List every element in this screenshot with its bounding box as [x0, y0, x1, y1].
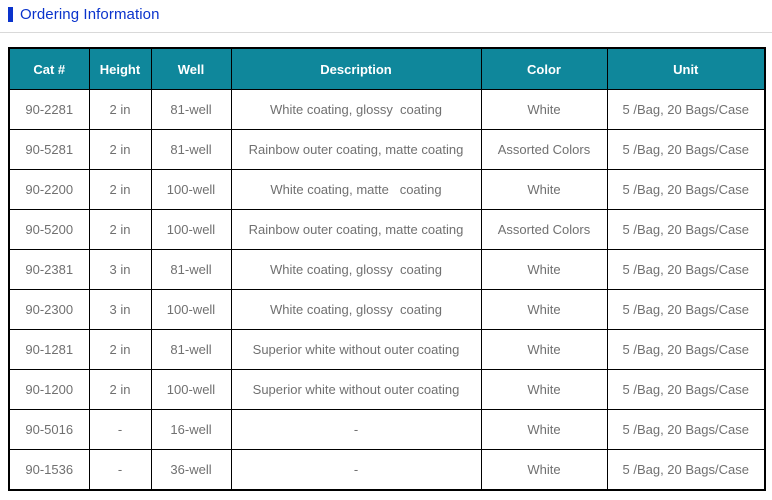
cell-description: Superior white without outer coating: [231, 370, 481, 410]
cell-unit: 5 /Bag, 20 Bags/Case: [607, 250, 765, 290]
column-header-description: Description: [231, 48, 481, 90]
cell-unit: 5 /Bag, 20 Bags/Case: [607, 370, 765, 410]
cell-height: -: [89, 450, 151, 491]
cell-height: 3 in: [89, 290, 151, 330]
column-header-height: Height: [89, 48, 151, 90]
column-header-color: Color: [481, 48, 607, 90]
cell-color: White: [481, 370, 607, 410]
cell-height: 3 in: [89, 250, 151, 290]
cell-well: 81-well: [151, 330, 231, 370]
cell-unit: 5 /Bag, 20 Bags/Case: [607, 330, 765, 370]
cell-color: White: [481, 250, 607, 290]
cell-well: 100-well: [151, 170, 231, 210]
cell-description: White coating, glossy coating: [231, 250, 481, 290]
cell-description: Superior white without outer coating: [231, 330, 481, 370]
table-row: [9, 370, 765, 410]
cell-unit: 5 /Bag, 20 Bags/Case: [607, 290, 765, 330]
cell-well: 16-well: [151, 410, 231, 450]
table-row: [9, 170, 765, 210]
column-header-well: Well: [151, 48, 231, 90]
cell-description: White coating, matte coating: [231, 170, 481, 210]
cell-height: 2 in: [89, 90, 151, 130]
cell-color: White: [481, 90, 607, 130]
cell-cat: 90-5016: [9, 410, 89, 450]
cell-description: White coating, glossy coating: [231, 290, 481, 330]
cell-height: 2 in: [89, 170, 151, 210]
cell-cat: 90-5200: [9, 210, 89, 250]
cell-description: -: [231, 450, 481, 491]
cell-unit: 5 /Bag, 20 Bags/Case: [607, 170, 765, 210]
table-row: [9, 90, 765, 130]
ordering-information-table: [8, 47, 766, 491]
cell-height: 2 in: [89, 370, 151, 410]
cell-cat: 90-2200: [9, 170, 89, 210]
table-row: [9, 210, 765, 250]
cell-description: Rainbow outer coating, matte coating: [231, 130, 481, 170]
cell-unit: 5 /Bag, 20 Bags/Case: [607, 450, 765, 491]
cell-well: 100-well: [151, 370, 231, 410]
header-divider: [0, 32, 772, 33]
cell-cat: 90-1536: [9, 450, 89, 491]
cell-unit: 5 /Bag, 20 Bags/Case: [607, 130, 765, 170]
column-header-unit: Unit: [607, 48, 765, 90]
column-header-cat: Cat #: [9, 48, 89, 90]
cell-description: White coating, glossy coating: [231, 90, 481, 130]
cell-unit: 5 /Bag, 20 Bags/Case: [607, 210, 765, 250]
title-accent-bar: [8, 7, 13, 22]
cell-color: White: [481, 450, 607, 491]
cell-well: 100-well: [151, 290, 231, 330]
table-body: [9, 90, 765, 491]
cell-color: White: [481, 170, 607, 210]
cell-well: 81-well: [151, 90, 231, 130]
cell-well: 81-well: [151, 250, 231, 290]
cell-color: White: [481, 290, 607, 330]
cell-description: Rainbow outer coating, matte coating: [231, 210, 481, 250]
cell-height: 2 in: [89, 130, 151, 170]
cell-cat: 90-1200: [9, 370, 89, 410]
cell-description: -: [231, 410, 481, 450]
table-row: [9, 290, 765, 330]
table-header-row: [9, 48, 765, 90]
section-header: [0, 0, 772, 23]
table-row: [9, 330, 765, 370]
cell-color: Assorted Colors: [481, 130, 607, 170]
table-header: [9, 48, 765, 90]
cell-well: 81-well: [151, 130, 231, 170]
cell-cat: 90-2281: [9, 90, 89, 130]
cell-well: 36-well: [151, 450, 231, 491]
cell-height: 2 in: [89, 330, 151, 370]
table-row: [9, 450, 765, 491]
table-row: [9, 410, 765, 450]
cell-height: -: [89, 410, 151, 450]
cell-unit: 5 /Bag, 20 Bags/Case: [607, 410, 765, 450]
cell-color: White: [481, 410, 607, 450]
table-row: [9, 250, 765, 290]
table-row: [9, 130, 765, 170]
cell-cat: 90-1281: [9, 330, 89, 370]
cell-cat: 90-2381: [9, 250, 89, 290]
page-title: Ordering Information: [20, 6, 160, 23]
cell-cat: 90-5281: [9, 130, 89, 170]
cell-well: 100-well: [151, 210, 231, 250]
cell-color: White: [481, 330, 607, 370]
cell-height: 2 in: [89, 210, 151, 250]
cell-unit: 5 /Bag, 20 Bags/Case: [607, 90, 765, 130]
cell-cat: 90-2300: [9, 290, 89, 330]
cell-color: Assorted Colors: [481, 210, 607, 250]
